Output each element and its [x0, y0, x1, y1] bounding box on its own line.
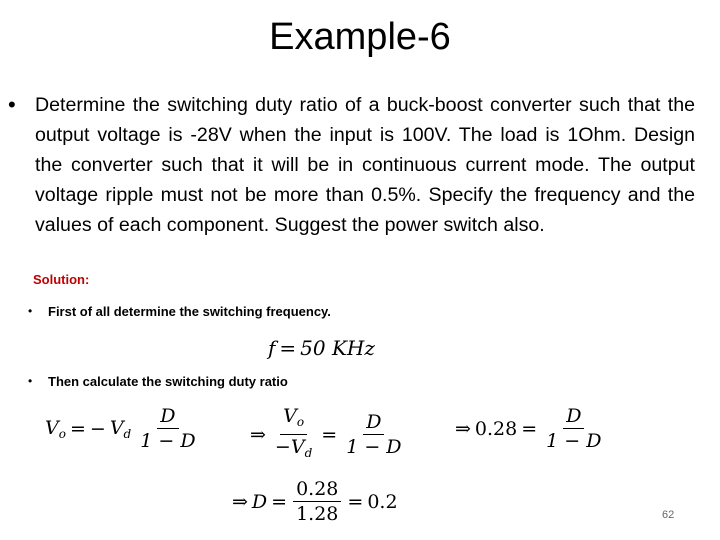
eq3-lhs: 0.28 — [474, 417, 518, 440]
equation-ratio — [250, 405, 407, 464]
frequency-equation — [268, 336, 375, 360]
step-frequency: First of all determine the switching frequency. — [48, 304, 331, 319]
freq-eq: = — [279, 336, 297, 360]
page-number: 62 — [662, 509, 675, 521]
eq2-arrow: ⇒ — [250, 423, 266, 446]
eq2-equals: = — [321, 423, 338, 446]
step-bullet-icon: • — [28, 304, 33, 318]
eq3-equals: = — [521, 417, 538, 440]
eq4-lhs: D — [251, 490, 268, 513]
eq1-minus: − — [89, 417, 106, 440]
freq-rhs: 50 KHz — [300, 336, 375, 360]
eq1-fraction: $\frac{D}{1 - D}$ — [140, 405, 196, 452]
eq4-arrow: ⇒ — [232, 490, 248, 513]
problem-bullet-icon: • — [8, 92, 16, 117]
eq3-arrow: ⇒ — [455, 417, 471, 440]
eq2-fraction-left: $\frac{V_o}{-V_d}$ — [274, 405, 313, 460]
eq4-fraction: $\frac{0.28}{1.28}$ — [293, 478, 341, 525]
solution-label: Solution: — [33, 272, 90, 287]
eq1-equals: = — [69, 417, 86, 440]
eq4-equals-2: = — [347, 490, 364, 513]
step-duty-ratio: Then calculate the switching duty ratio — [48, 374, 288, 389]
step-bullet-icon: • — [28, 374, 33, 388]
equation-substituted — [455, 405, 606, 452]
slide-title: Example-6 — [269, 16, 451, 58]
eq2-fraction-right: $\frac{D}{1 - D}$ — [346, 411, 402, 458]
eq3-fraction: $\frac{D}{1 - D}$ — [546, 405, 602, 452]
problem-statement: Determine the switching duty ratio of a buck-boost converter such that the output voltage is -28V when the input is 100V. The load is 1Ohm. Design the converter such that it will be in continuous current mode. The output voltage ripple must not be more than 0.5%. Specify the frequency and the values of each component. Suggest the power switch also. — [35, 94, 695, 236]
equation-duty-result — [232, 478, 398, 525]
eq1-vd: $V_d$ — [109, 416, 132, 441]
freq-lhs: f — [268, 336, 276, 360]
eq4-result: 0.2 — [367, 490, 398, 513]
eq1-vo: $V_o$ — [45, 416, 66, 441]
eq4-equals: = — [271, 490, 288, 513]
equation-buckboost-gain — [45, 405, 201, 452]
